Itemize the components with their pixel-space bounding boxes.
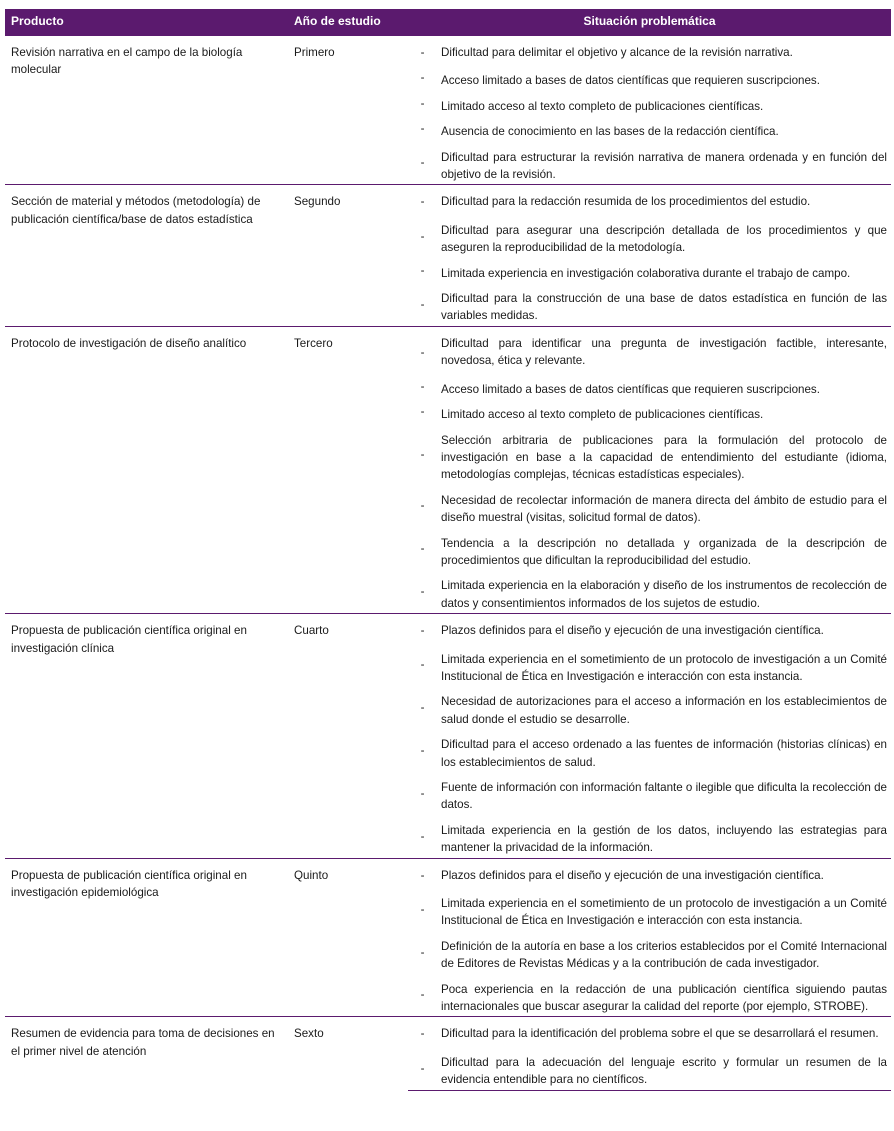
year-cell: Cuarto (288, 614, 408, 858)
bullet-dash: - (420, 499, 425, 513)
situation-cell: Acceso limitado a bases de datos científicas que requieren suscripciones. (441, 74, 820, 88)
situation-cell: Dificultad para la adecuación del lenguaje escrito y formular un resumen de la evidencia entendible para no científicos. (437, 1047, 891, 1090)
bullet-dash: - (420, 829, 425, 843)
bullet-dash: - (420, 585, 425, 599)
table-row (5, 858, 891, 888)
bullet-dash: - (420, 405, 425, 419)
situation-cell: Limitado acceso al texto completo de publicaciones científicas. (441, 99, 764, 113)
bullet-dash: - (420, 786, 425, 800)
bullet-dash: - (408, 1017, 437, 1047)
table-body (5, 36, 891, 1091)
table-header (5, 9, 891, 36)
product-cell: Resumen de evidencia para toma de decisiones en el primer nivel de atención (5, 1017, 288, 1090)
header-year: Año de estudio (288, 9, 408, 36)
problem-situations-table (5, 9, 891, 1091)
situation-cell: Dificultad para la identificación del problema sobre el que se desarrollará el resumen. (437, 1017, 891, 1047)
bullet-dash: - (408, 1047, 437, 1090)
bullet-dash: - (420, 447, 425, 461)
bullet-dash: - (420, 945, 425, 959)
situation-cell: Fuente de información con información faltante o ilegible que dificulta la recolección de datos. (441, 781, 887, 812)
situation-cell: Dificultad para el acceso ordenado a las fuentes de información (historias clínicas) en los establecimientos de salud. (441, 738, 887, 769)
bullet-dash: - (420, 379, 425, 393)
situation-cell: Dificultad para identificar una pregunta de investigación factible, interesante, novedosa, ética y relevante. (437, 326, 891, 373)
situation-cell: Necesidad de recolectar información de manera directa del ámbito de estudio para el diseño muestral (visitas, solicitud formal de datos). (441, 493, 887, 525)
situation-cell: Ausencia de conocimiento en las bases de la redacción científica. (441, 125, 779, 139)
situation-cell: Acceso limitado a bases de datos científicas que requieren suscripciones. (441, 382, 820, 396)
header-row (5, 9, 891, 36)
year-cell: Segundo (288, 185, 408, 326)
situation-cell: Dificultad para la redacción resumida de los procedimientos del estudio. (437, 185, 891, 215)
bullet-dash: - (420, 542, 425, 556)
product-cell: Sección de material y métodos (metodología) de publicación científica/base de datos estadística (5, 185, 288, 326)
situation-cell: Definición de la autoría en base a los criterios establecidos por el Comité Internacional de Editores de Revistas Médicas y a la contribución de cada investigador. (441, 939, 887, 971)
product-cell: Revisión narrativa en el campo de la biología molecular (5, 36, 288, 185)
situation-cell: Dificultad para la construcción de una base de datos estadística en función de las variables medidas. (441, 292, 887, 323)
bullet-dash: - (420, 743, 425, 757)
bullet-dash: - (408, 858, 437, 888)
table-row (5, 326, 891, 373)
situation-cell: Plazos definidos para el diseño y ejecución de una investigación científica. (437, 858, 891, 888)
situation-cell: Plazos definidos para el diseño y ejecución de una investigación científica. (437, 614, 891, 644)
situation-cell: Dificultad para estructurar la revisión narrativa de manera ordenada y en función del objetivo de la revisión. (441, 150, 887, 182)
product-cell: Protocolo de investigación de diseño analítico (5, 326, 288, 613)
bullet-dash: - (420, 658, 425, 672)
product-cell: Propuesta de publicación científica original en investigación clínica (5, 614, 288, 858)
table-row (5, 185, 891, 215)
bullet-dash: - (408, 614, 437, 644)
situation-cell: Limitada experiencia en el sometimiento de un protocolo de investigación a un Comité Institucional de Ética en Investigación e interacción con esta instancia. (441, 652, 887, 683)
year-cell: Primero (288, 36, 408, 185)
bullet-dash: - (420, 122, 425, 136)
situation-cell: Poca experiencia en la redacción de una publicación científica siguiendo pautas internacionales que buscar asegurar la calidad del reporte (por ejemplo, STROBE). (441, 982, 887, 1014)
situation-cell: Dificultad para delimitar el objetivo y alcance de la revisión narrativa. (437, 36, 891, 66)
document-page (5, 9, 891, 1091)
situation-cell: Limitado acceso al texto completo de publicaciones científicas. (441, 408, 764, 422)
situation-cell: Limitada experiencia en la gestión de los datos, incluyendo las estrategias para mantener la privacidad de la información. (441, 823, 887, 855)
situation-cell: Selección arbitraria de publicaciones para la formulación del protocolo de investigación en base a la capacidad de entendimiento del estudiante (idioma, metodologías complejas, técnicas estadísticas especiales). (441, 433, 887, 482)
bullet-dash: - (420, 701, 425, 715)
bullet-dash: - (420, 263, 425, 277)
bullet-dash: - (408, 185, 437, 215)
table-row (5, 614, 891, 644)
table-row (5, 1017, 891, 1047)
bullet-dash: - (420, 902, 425, 916)
product-cell: Propuesta de publicación científica original en investigación epidemiológica (5, 858, 288, 1017)
bullet-dash: - (420, 229, 425, 243)
situation-cell: Necesidad de autorizaciones para el acceso a información en los establecimientos de salud donde el estudio se desarrolle. (441, 695, 887, 726)
bullet-dash: - (420, 96, 425, 110)
bullet-dash: - (408, 36, 437, 66)
bullet-dash: - (408, 326, 437, 373)
header-product: Producto (5, 9, 288, 36)
year-cell: Tercero (288, 326, 408, 613)
situation-cell: Limitada experiencia en la elaboración y diseño de los instrumentos de recolección de datos y consentimientos informados de los sujetos de estudio. (441, 579, 887, 610)
situation-cell: Limitada experiencia en el sometimiento de un protocolo de investigación a un Comité Institucional de Ética en Investigación e interacción con esta instancia. (441, 897, 887, 928)
year-cell: Quinto (288, 858, 408, 1017)
bullet-dash: - (420, 297, 425, 311)
situation-cell: Limitada experiencia en investigación colaborativa durante el trabajo de campo. (441, 266, 851, 280)
year-cell: Sexto (288, 1017, 408, 1090)
bullet-dash: - (420, 71, 425, 85)
bullet-dash: - (420, 988, 425, 1002)
bullet-dash: - (420, 156, 425, 170)
situation-cell: Tendencia a la descripción no detallada y organizada de la descripción de procedimientos que dificultan la reproducibilidad del estudio. (441, 536, 887, 567)
header-situation: Situación problemática (408, 9, 891, 36)
table-row (5, 36, 891, 66)
situation-cell: Dificultad para asegurar una descripción detallada de los procedimientos y que aseguren la reproducibilidad de la metodología. (441, 223, 887, 255)
